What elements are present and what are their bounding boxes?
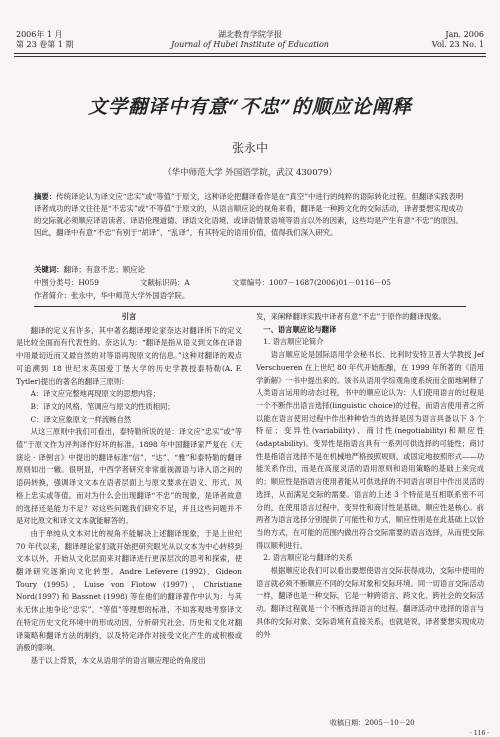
paragraph: 发，来阐释翻译实践中译者有意“不忠”于原作的翻译现象。 — [256, 312, 446, 321]
left-column — [16, 311, 242, 668]
header-volume-en: Vol. 23 No. 1 — [431, 40, 484, 49]
section-heading: 一、语言顺应论与翻译 — [263, 324, 337, 334]
paragraph: 由于单纯从文本对比的视角不能解决上述翻译现象，于是上世纪 70 年代以来，翻译理论家们就开始把研究眼光从以文本为中心转移到文本以外，开始从文化层面来对翻译进行更深层次的思考和探索，使翻译研究逐渐向文化转型。Andre Lefevere (1992)、Gideon Toury (1995)、Luise von Flotow (1997)、Christiane Nord(1997) 和 Bassnet (1998) 等在他们的翻译著作中认为：与其永无休止地争论“忠实”、“等值”等理想的标准，不如客观地考察译文在特定历史文化环境中的形成动因，分析研究社会、历史和文化对翻译策略和翻译方法的制约，以及特定译作对接受文化产生的或积极或消极的影响。 — [16, 528, 242, 653]
header-rule-thin — [14, 56, 486, 57]
section-heading-intro: 引言 — [121, 312, 137, 321]
article-author: 张永中 — [231, 141, 268, 155]
subsection-heading: 2. 语言顺应论与翻译的关系 — [263, 553, 353, 563]
subsection-heading: 1. 语言顺应论简介 — [263, 337, 324, 347]
header-date: 2006年 1 月 — [16, 30, 63, 39]
header-left — [16, 30, 73, 50]
author-bio: 作者简介：张永中，华中师范大学外国语学院。 — [34, 291, 190, 300]
paragraph: 翻译的定义有许多，其中著名翻译理论家奈达对翻译所下的定义是比较全面而有代表性的。奈达认为：“翻译是指从语义到文体在译语中用最切近而又最自然的对等语再现原文的信息。”这种对翻译的观点可追溯到 18 世纪末英国爱丁堡大学的历史学教授泰特勒(A. F. Tytler)提出的著名的翻译三原则： — [16, 325, 242, 386]
journal-name-cn: 湖北教育学院学报 — [218, 30, 282, 39]
header-rule — [14, 53, 486, 54]
right-column — [256, 311, 484, 641]
header-center — [150, 30, 350, 50]
paragraph: 语言顺应论是国际语用学会秘书长、比利时安特卫普大学教授 Jef Verschueren 在上世纪 80 年代开始酝酿，在 1999 年所著的《语用学新解》一书中提出来的。该书从语用学综观角度系统而全面地阐释了人类语言运用的动态过程，书中的顺应论认为：人们使用语言的过程是一个不断作出语言选择(linguistic choice)的过程，而语言使用者之所以能在语言使用过程中作出种种恰当的选择是因为语言具备以下 3 个特征；变异性(variability)、商讨性(negotiability)和顺应性(adaptability)。变异性是指语言具有一系列可供选择的可能性；商讨性是指语言选择不是在机械地严格按照规则，或固定地按照形式——功能关系作出，而是在高度灵活的语用原则和语用策略的基础上来完成的；顺应性是指语言使用者能从可供选择的不同语言项目中作出灵活的选择，从而满足交际的需要。语言的上述 3 个特征是互相联系密不可分的，在使用语言过程中，变异性和商讨性是基础，顺应性是核心。前两者为语言选择分别提供了可能性和方式，顺应性则是在此基础上以恰当的方式，在可能的范围内做出符合交际需要的语言选择，从而使交际得以顺利进行。 — [256, 350, 484, 550]
journal-name-en: Journal of Hubei Institute of Education — [171, 40, 329, 49]
clc-number: 中图分类号：H059 — [34, 278, 99, 287]
abstract-rule — [34, 306, 466, 307]
abstract-label: 摘要： — [34, 192, 57, 201]
header-right — [432, 30, 484, 50]
keywords-label: 关键词： — [34, 265, 64, 274]
page-number: · 116 · — [470, 730, 490, 737]
abstract — [34, 191, 466, 239]
list-item: A：译文应完整地再现原文的思想内容； — [30, 389, 160, 399]
paragraph: 根据顺应论我们可以看出要想使语言交际获得成功，交际中使用的语言就必须不断顺应不同的交际对象和交际环境。同一切语言交际活动一样，翻译也是一种交际，它是一种跨语言、跨文化、跨社会的交际活动。翻译过程就是一个不断选择语言的过程。翻译活动中选择的语言与具体的交际对象、交际语境有直接关系，也就是说，译者要想实现成功的外 — [256, 566, 484, 639]
keywords-text: 翻译；有意不忠；顺应论 — [63, 265, 145, 274]
header-volume: 第 23 卷第 1 期 — [16, 40, 74, 49]
header-date-en: Jan. 2006 — [445, 30, 484, 39]
paragraph: 从这三原则中我们可看出，泰特勒所说的是：译文应“忠实”或“等值”于原文作为评判译作好坏的标准。1898 年中国翻译家严复在《天演论 · 译例言》中提出的翻译标准“信”、“达”、“雅”和泰特勒的翻译原则如出一辙。很明显，中西学者研究非常重视源语与译入语之间的语码转换，强调译文文本在语者层面上与原文要求在语义、形式、风格上忠实或等值。而对为什么会出现翻译“不忠”的现象，是译者故意的选择还是能力不足？对这些问题我们研究不足，并且这些问题并不是对比原文和译文文本就能解答的。 — [16, 427, 242, 526]
paragraph: 基于以上背景，本文从语用学的语言顺应理论的角度出 — [30, 655, 206, 665]
document-code: 文献标识码：A — [140, 278, 190, 287]
keywords — [34, 264, 466, 276]
article-title: 文学翻译中有意“不忠”的顺应论阐释 — [88, 96, 412, 118]
received-date: 收稿日期：2005－10－20 — [330, 719, 415, 727]
article-number: 文章编号：1007－1687(2006)01－0116－05 — [232, 278, 391, 287]
abstract-text: 传统译论认为译文应“忠实”或“等值”于原文，这种译论把翻译看作是在“真空”中进行的纯粹的语际转化过程。但翻译实践表明译者成功的译文往往是“不忠实”或“不等值”于原文的，从语言顺应论的视角来看，翻译是一种跨文化的交际活动，译者要想实现成功的交际就必须顺应译语读者、译语伦理道德、译语文化语境、或译语情景语境等语言以外的因素，这些均是产生有意“不忠”的原因。因此，翻译中有意“不忠”有别于“胡译”、“乱译”，有其特定的语用价值，值得我们深入研究。 — [34, 192, 464, 237]
list-item: B：译文的风格、笔调应与原文的性质相同； — [30, 401, 175, 411]
list-item: C：译文应象原文一样流畅自然 — [30, 414, 132, 424]
author-affiliation: （华中师范大学 外国语学院，武汉 430079） — [163, 168, 337, 178]
